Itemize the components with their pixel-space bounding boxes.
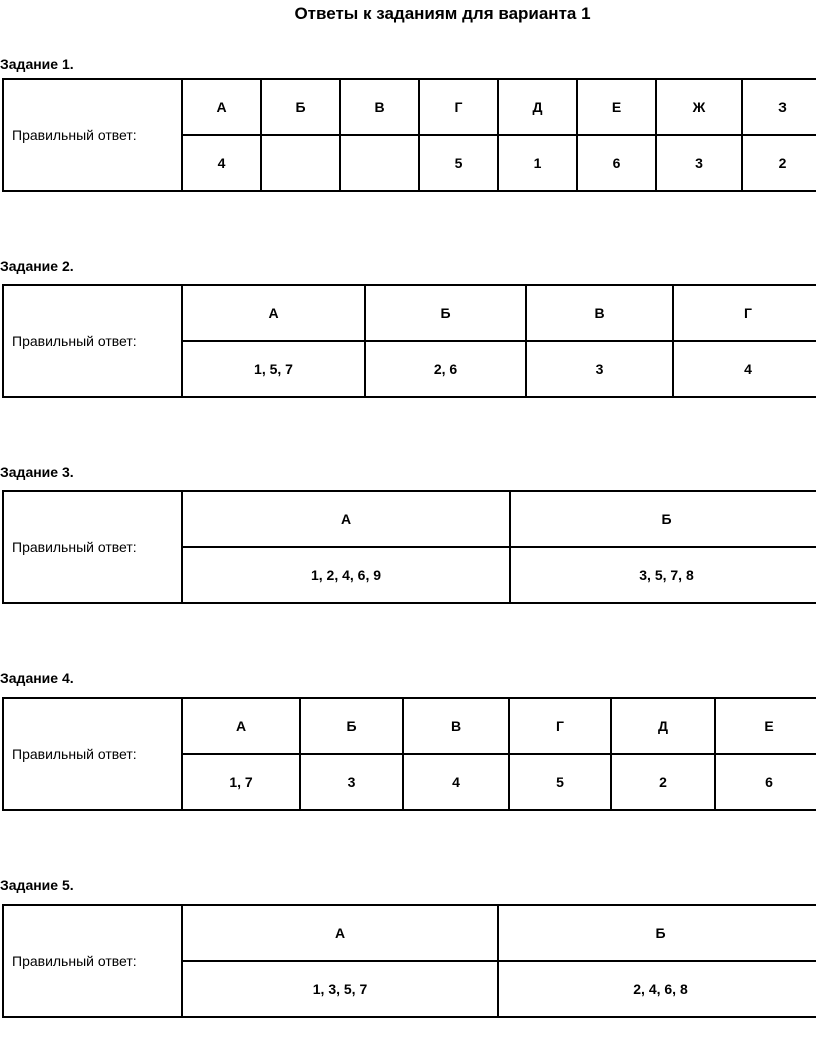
answer-key: Е	[715, 698, 816, 754]
answer-key: Б	[498, 905, 816, 961]
answer-value: 5	[419, 135, 498, 191]
answer-key: Б	[510, 491, 816, 547]
task-2-heading: Задание 2.	[0, 258, 74, 274]
answer-value: 4	[673, 341, 816, 397]
answer-value: 3	[656, 135, 742, 191]
answer-value: 3	[300, 754, 403, 810]
answer-key: Б	[365, 285, 526, 341]
answer-key: Б	[261, 79, 340, 135]
answer-key: Г	[673, 285, 816, 341]
answer-value: 6	[715, 754, 816, 810]
answer-key: В	[340, 79, 419, 135]
answer-value: 1, 3, 5, 7	[182, 961, 498, 1017]
answer-key: А	[182, 491, 510, 547]
answer-key: В	[403, 698, 509, 754]
answer-key: Е	[577, 79, 656, 135]
page-title: Ответы к заданиям для варианта 1	[294, 4, 591, 23]
answer-key: Ж	[656, 79, 742, 135]
task-4-table	[2, 697, 816, 811]
task-5-table	[2, 904, 816, 1018]
answer-value: 2, 4, 6, 8	[498, 961, 816, 1017]
answer-value	[261, 135, 340, 191]
answer-value: 4	[182, 135, 261, 191]
answer-key: Б	[300, 698, 403, 754]
answer-key: Г	[419, 79, 498, 135]
task-1-heading: Задание 1.	[0, 56, 74, 72]
answer-value	[340, 135, 419, 191]
answer-value: 1	[498, 135, 577, 191]
answer-label: Правильный ответ:	[3, 79, 182, 191]
answer-value: 6	[577, 135, 656, 191]
task-3-table	[2, 490, 816, 604]
answer-key: Д	[611, 698, 715, 754]
answer-key: З	[742, 79, 816, 135]
answer-label: Правильный ответ:	[3, 905, 182, 1017]
answer-value: 4	[403, 754, 509, 810]
task-4-heading: Задание 4.	[0, 670, 74, 686]
answer-label: Правильный ответ:	[3, 491, 182, 603]
task-1-table	[2, 78, 816, 192]
answer-value: 2	[742, 135, 816, 191]
answer-key: А	[182, 905, 498, 961]
answer-label: Правильный ответ:	[3, 698, 182, 810]
answer-value: 3	[526, 341, 673, 397]
answer-value: 1, 7	[182, 754, 300, 810]
answer-value: 1, 5, 7	[182, 341, 365, 397]
answer-value: 2, 6	[365, 341, 526, 397]
answer-value: 1, 2, 4, 6, 9	[182, 547, 510, 603]
answer-key: А	[182, 698, 300, 754]
answer-key: Г	[509, 698, 611, 754]
task-2-table	[2, 284, 816, 398]
task-5-heading: Задание 5.	[0, 877, 74, 893]
task-3-heading: Задание 3.	[0, 464, 74, 480]
answer-label: Правильный ответ:	[3, 285, 182, 397]
answer-key: А	[182, 79, 261, 135]
answer-key: В	[526, 285, 673, 341]
answer-key: Д	[498, 79, 577, 135]
answer-key: А	[182, 285, 365, 341]
answer-value: 5	[509, 754, 611, 810]
answer-value: 2	[611, 754, 715, 810]
answer-value: 3, 5, 7, 8	[510, 547, 816, 603]
